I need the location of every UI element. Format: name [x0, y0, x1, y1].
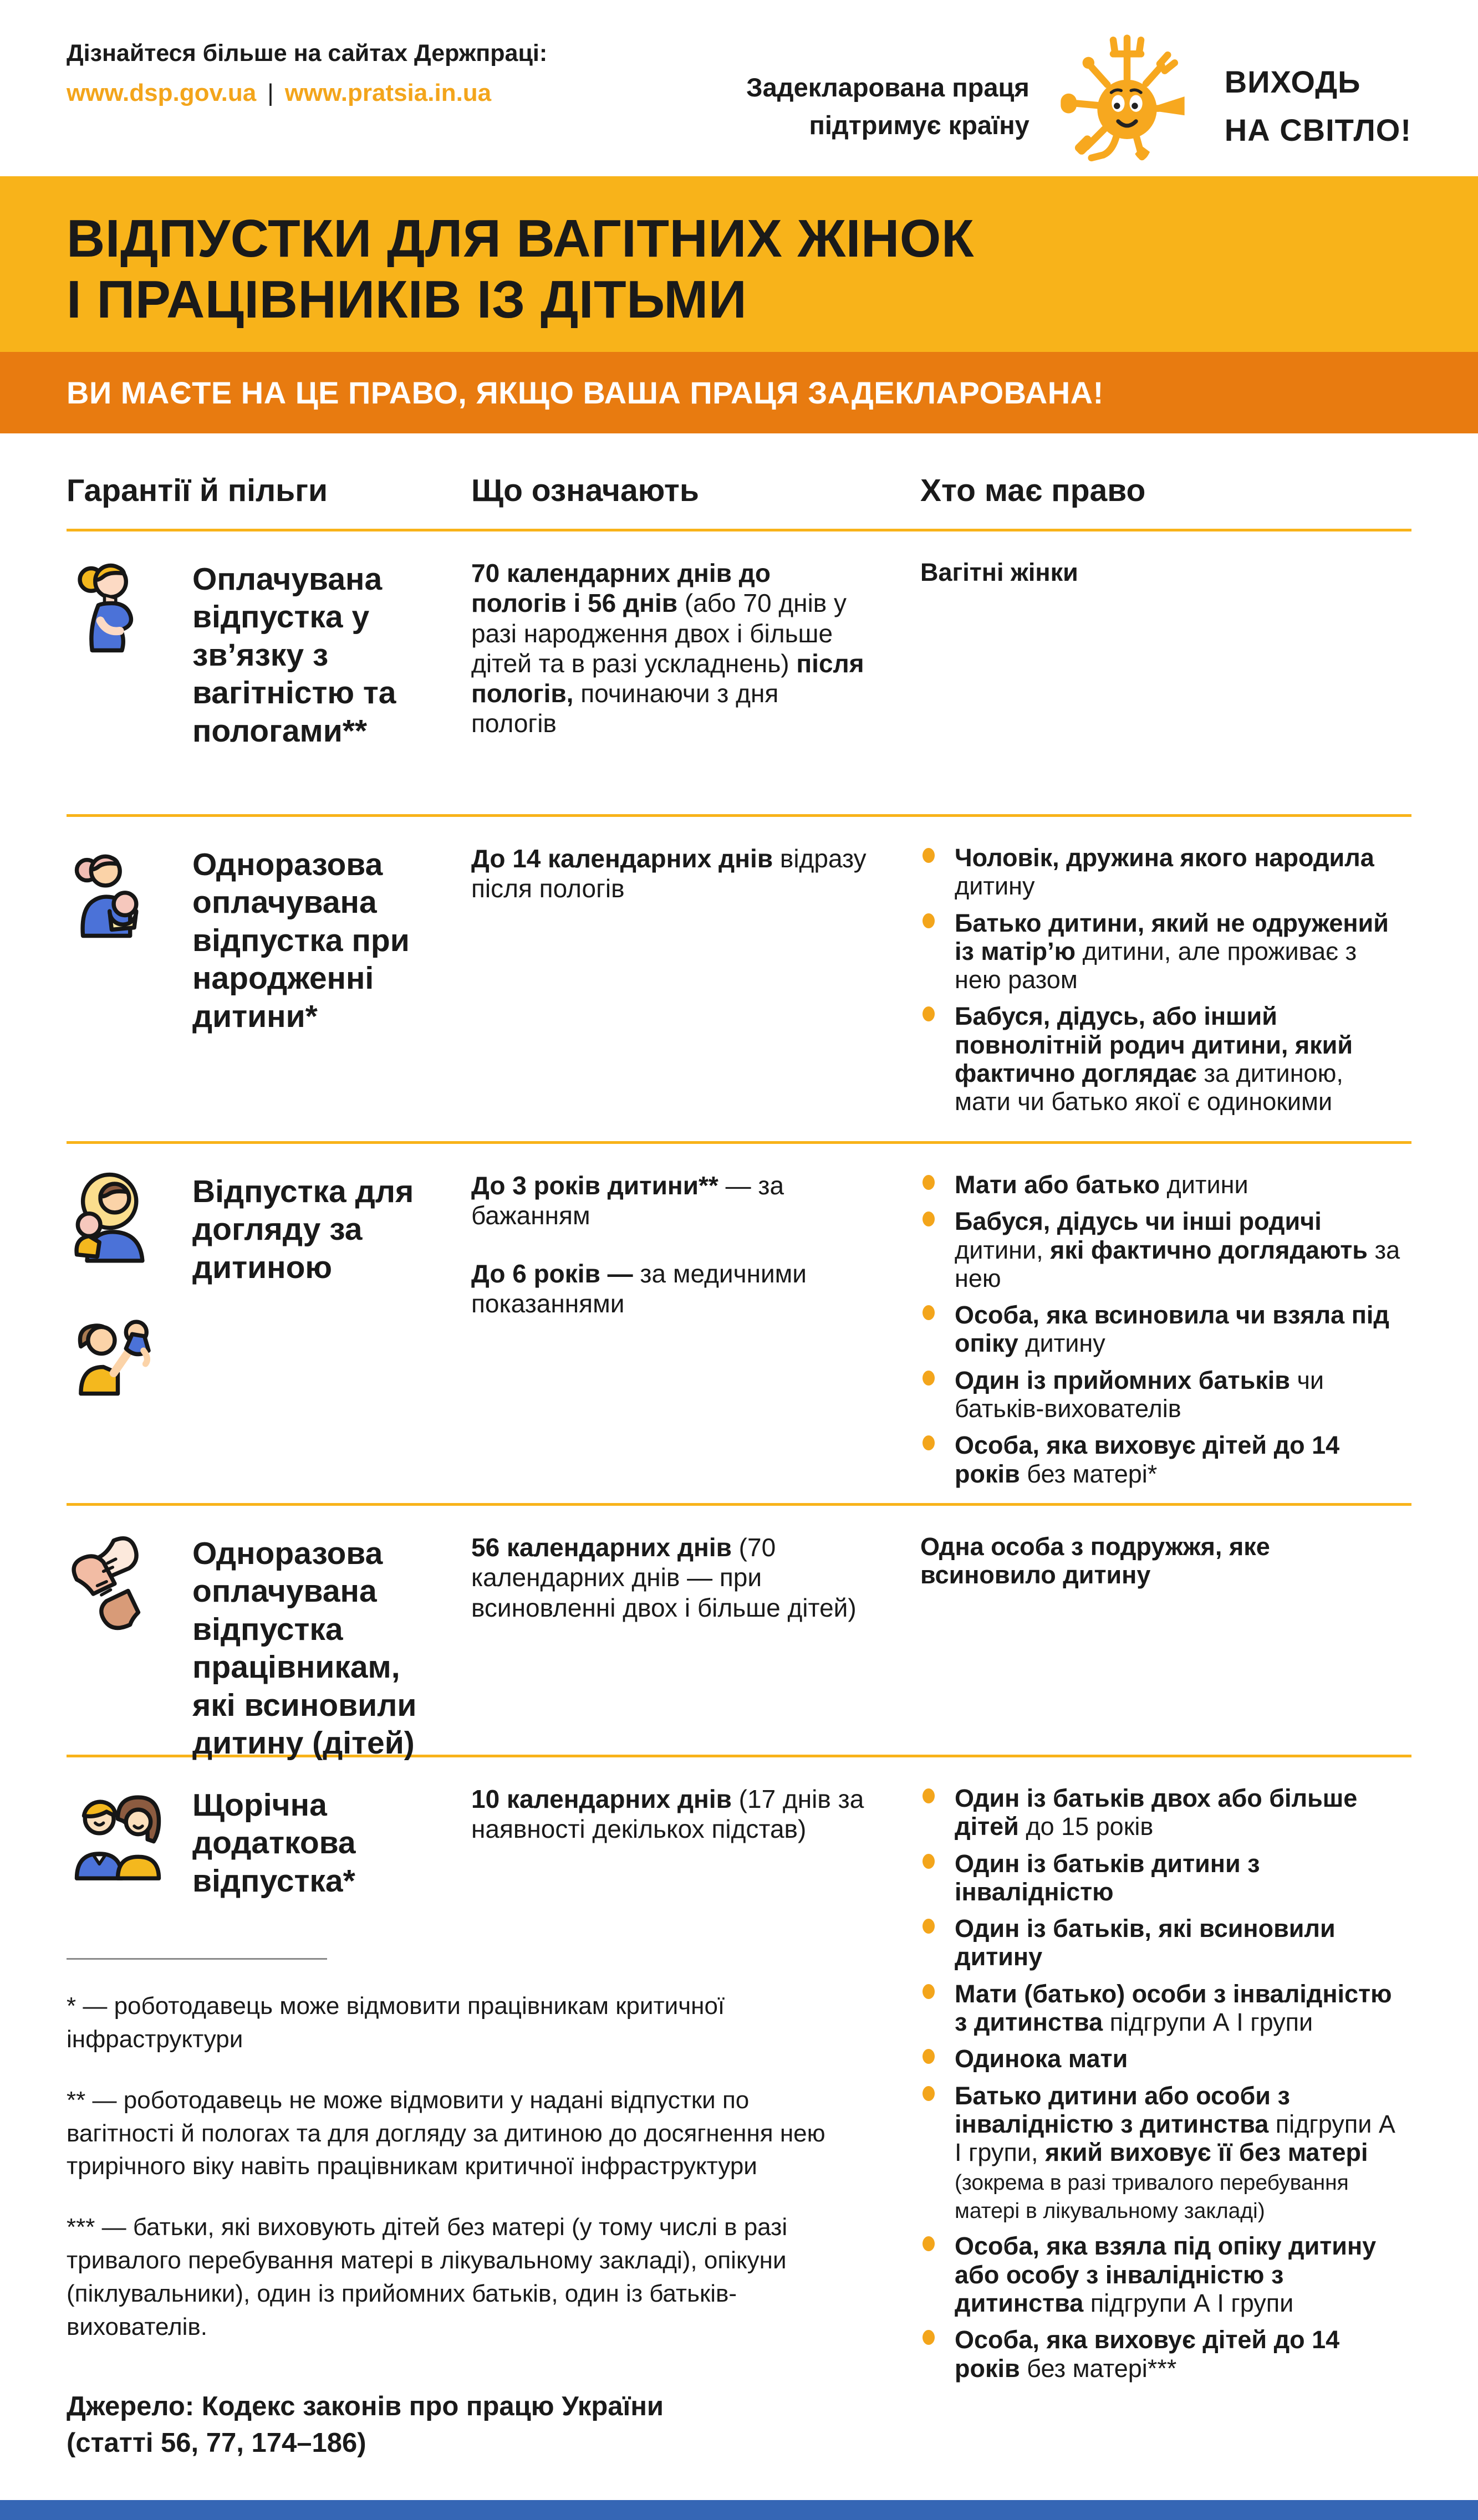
- who-list-item: [920, 2325, 1406, 2383]
- text-segment: Один із батьків, які всиновили дитину: [955, 1914, 1336, 1971]
- column-header-who: Хто має право: [920, 473, 1146, 508]
- who-text: [955, 2082, 1395, 2223]
- who-text: [955, 844, 1374, 900]
- subtitle: ВИ МАЄТЕ НА ЦЕ ПРАВО, ЯКЩО ВАША ПРАЦЯ ЗАДЕКЛАРОВАНА!: [67, 375, 1104, 410]
- page-title: [67, 208, 1411, 331]
- text-segment: Особа, яка виховує дітей до 14 років: [955, 1431, 1340, 1488]
- who-list-item: [920, 1532, 1406, 1589]
- benefits-table: [0, 433, 1478, 2461]
- text-segment: підгрупи А І групи: [1109, 2008, 1313, 2037]
- text-segment: Мати (батько) особи з інвалідністю з дитинства: [955, 1979, 1392, 2037]
- text-segment: Одинока мати: [955, 2044, 1128, 2073]
- benefit-cell: [67, 1784, 471, 1900]
- campaign-slogan: [746, 69, 1029, 144]
- meaning-paragraph: [471, 1784, 870, 1844]
- text-segment: за нею: [955, 1235, 1400, 1292]
- meaning-cell: [471, 1532, 920, 1762]
- bullet-icon: [923, 1212, 935, 1226]
- who-text: [955, 2325, 1339, 2382]
- who-list-item: [920, 1431, 1406, 1488]
- who-text: [955, 1366, 1324, 1423]
- who-text: [955, 1207, 1400, 1292]
- text-segment: 70 календарних днів до пологів і 56 днів: [471, 559, 771, 618]
- bullet-icon: [923, 1175, 935, 1190]
- pratsia-link[interactable]: www.pratsia.in.ua: [284, 79, 492, 106]
- source-line1: Джерело: Кодекс законів про працю України: [67, 2391, 664, 2421]
- meaning-paragraph: [471, 844, 870, 904]
- bullet-icon: [923, 2086, 935, 2101]
- source-line2: (статті 56, 77, 174–186): [67, 2427, 366, 2458]
- bullet-icon: [923, 848, 935, 863]
- who-list-item: [920, 1207, 1406, 1292]
- text-segment: за дитиною, мати чи батько якої є одинокими: [955, 1059, 1343, 1116]
- text-segment: дитину: [955, 872, 1035, 901]
- sun-mascot-icon: [1053, 32, 1201, 181]
- three-hands-icon: [67, 1532, 169, 1635]
- bullet-icon: [923, 1854, 935, 1869]
- slogan-line1: Задекларована праця: [746, 72, 1029, 102]
- text-segment: підгрупи А І групи,: [955, 2109, 1395, 2167]
- header: [0, 0, 1478, 176]
- text-segment: після пологів,: [471, 648, 864, 708]
- table-row: [67, 1506, 1411, 1761]
- footnotes-block: [67, 1958, 832, 2461]
- text-segment: до 15 років: [1026, 1812, 1154, 1841]
- text-segment: 56 календарних днів: [471, 1533, 739, 1562]
- text-segment: дитину: [1025, 1329, 1105, 1358]
- bullet-icon: [923, 1788, 935, 1803]
- who-list-item: [920, 1002, 1406, 1116]
- text-segment: Особа, яка виховує дітей до 14 років: [955, 2325, 1340, 2383]
- text-segment: дитини,: [955, 1235, 1051, 1264]
- footnote: * — роботодавець може відмовити працівникам критичної інфраструктури: [67, 1992, 725, 2053]
- parent-lifting-baby-icon: [67, 1295, 169, 1398]
- who-list-item: [920, 1849, 1406, 1906]
- text-segment: Вагітні жінки: [920, 558, 1078, 586]
- meaning-cell: [471, 844, 920, 1044]
- title-line2: І ПРАЦІВНИКІВ ІЗ ДІТЬМИ: [67, 270, 747, 330]
- benefit-cell: [67, 558, 471, 782]
- who-list-item: [920, 1784, 1406, 1841]
- title-banner: [0, 176, 1478, 352]
- who-cell: [920, 1784, 1411, 2461]
- who-list-item: [920, 558, 1406, 586]
- who-text: [955, 1170, 1248, 1199]
- meaning-paragraph: [471, 1532, 870, 1623]
- footer-bar: [0, 2500, 1478, 2520]
- who-cell: [920, 1532, 1411, 1762]
- who-cell: [920, 558, 1411, 814]
- subtitle-bar: [0, 352, 1478, 433]
- who-text: [955, 1914, 1336, 1971]
- bullet-icon: [923, 2236, 935, 2251]
- who-text: [955, 909, 1389, 994]
- text-segment: До 14 календарних днів: [471, 844, 780, 873]
- text-segment: починаючи з дня пологів: [471, 679, 779, 738]
- mother-halo-icon: [67, 1170, 169, 1273]
- text-segment: (або 70 днів у разі народження двох і більше дітей та в разі ускладнень): [471, 589, 847, 678]
- who-list-item: [920, 2232, 1406, 2317]
- text-segment: за медичними показаннями: [471, 1259, 807, 1318]
- bullet-icon: [923, 2330, 935, 2345]
- source-reference: [67, 2388, 832, 2461]
- text-segment: підгрупи А І групи: [1090, 2289, 1294, 2318]
- text-segment: Один із батьків дитини з інвалідністю: [955, 1849, 1260, 1906]
- who-text: [920, 1532, 1270, 1589]
- column-header-meaning: Що означають: [471, 473, 699, 508]
- text-segment: (зокрема в разі тривалого перебування матері в лікувальному закладі): [955, 2170, 1349, 2223]
- mother-with-newborn-icon: [67, 844, 169, 946]
- bullet-icon: [923, 1984, 935, 1999]
- bullet-icon: [923, 1919, 935, 1934]
- text-segment: Одна особа з подружжя, яке всиновило дитину: [920, 1532, 1270, 1589]
- benefit-title: Оплачувана відпустка у зв’язку з вагітністю та пологами**: [192, 561, 396, 749]
- bullet-icon: [923, 1006, 935, 1021]
- column-header-benefits: Гарантії й пільги: [67, 473, 328, 508]
- text-segment: (70 календарних днів — при всиновленні двох і більше дітей): [471, 1533, 857, 1622]
- text-segment: До 3 років дитини**: [471, 1171, 718, 1200]
- header-links: [67, 79, 547, 107]
- who-text: [955, 2232, 1376, 2317]
- text-segment: Батько дитини або особи з інвалідністю з дитинства: [955, 2081, 1290, 2138]
- text-segment: без матері*: [1027, 1459, 1158, 1488]
- who-text: [955, 1980, 1392, 2036]
- who-text: [955, 1849, 1260, 1906]
- header-info-block: [67, 40, 547, 107]
- text-segment: (17 днів за наявності декількох підстав): [471, 1785, 864, 1844]
- meaning-cell: [471, 1170, 920, 1401]
- table-row: [67, 817, 1411, 1144]
- who-list-item: [920, 1980, 1406, 2037]
- footnote: *** — батьки, які виховують дітей без матері (у тому числі в разі тривалого перебування матері в лікувальному закладі), опікуни (піклувальники), один із прийомних батьків, один із батьків-вихователів.: [67, 2214, 788, 2340]
- bullet-icon: [923, 1435, 935, 1450]
- bullet-icon: [923, 1305, 935, 1320]
- who-text: [955, 1431, 1339, 1488]
- meaning-cell: [471, 1784, 920, 1900]
- text-segment: — за бажанням: [471, 1171, 784, 1230]
- pregnant-woman-icon: [67, 558, 169, 661]
- logo-line2: НА СВІТЛО!: [1224, 113, 1411, 147]
- title-line1: ВІДПУСТКИ ДЛЯ ВАГІТНИХ ЖІНОК: [67, 209, 975, 268]
- footnote-divider: [67, 1958, 327, 1960]
- table-row: [67, 1144, 1411, 1506]
- link-separator: |: [267, 79, 274, 106]
- text-segment: Чоловік, дружина якого народила: [955, 844, 1374, 872]
- meaning-paragraph: [471, 558, 870, 739]
- text-segment: відразу після пологів: [471, 844, 867, 903]
- table-row: [67, 531, 1411, 817]
- benefit-cell: [67, 1170, 471, 1401]
- meaning-cell: [471, 558, 920, 782]
- benefit-title: Відпустка для догляду за дитиною: [192, 1174, 414, 1285]
- text-segment: 10 календарних днів: [471, 1785, 739, 1813]
- parents-couple-icon: [67, 1784, 169, 1887]
- benefit-title: Одноразова оплачувана відпустка при народженні дитини*: [192, 847, 410, 1034]
- text-segment: Один із батьків двох або більше дітей: [955, 1784, 1358, 1841]
- header-info-label: Дізнайтеся більше на сайтах Держпраці:: [67, 40, 548, 67]
- who-list-item: [920, 1301, 1406, 1358]
- text-segment: який виховує її без матері: [1044, 2138, 1368, 2167]
- text-segment: дитини, але проживає з нею разом: [955, 937, 1357, 994]
- table-header-row: [67, 433, 1411, 531]
- text-segment: без матері***: [1027, 2354, 1177, 2383]
- text-segment: Бабуся, дідусь, або інший повнолітній родич дитини, який фактично доглядає: [955, 1002, 1353, 1088]
- footnote: ** — роботодавець не може відмовити у надані відпустки по вагітності й пологах та для догляду за дитиною до досягнення нею трирічного віку навіть працівникам критичної інфраструктури: [67, 2086, 825, 2180]
- text-segment: До 6 років —: [471, 1259, 640, 1288]
- text-segment: Особа, яка взяла під опіку дитину або особу з інвалідністю з дитинства: [955, 2232, 1377, 2318]
- text-segment: Особа, яка всиновила чи взяла під опіку: [955, 1301, 1389, 1358]
- text-segment: дитини: [1166, 1170, 1248, 1199]
- benefit-title: Щорічна додаткова відпустка*: [192, 1787, 356, 1899]
- text-segment: Мати або батько: [955, 1170, 1167, 1199]
- meaning-paragraph: [471, 1259, 870, 1319]
- campaign-logo-text: [1225, 58, 1411, 155]
- who-list-item: [920, 1914, 1406, 1971]
- who-list-item: [920, 909, 1406, 994]
- text-segment: чи батьків-вихователів: [955, 1366, 1324, 1423]
- who-list-item: [920, 2044, 1406, 2073]
- text-segment: Бабуся, дідусь чи інші родичі: [955, 1207, 1322, 1236]
- who-text: [920, 558, 1078, 586]
- text-segment: які фактично доглядають: [1050, 1235, 1375, 1264]
- text-segment: Батько дитини, який не одружений із матір’ю: [955, 908, 1389, 965]
- who-list-item: [920, 1170, 1406, 1199]
- benefit-cell: [67, 1532, 471, 1762]
- meaning-paragraph: [471, 1170, 870, 1231]
- bullet-icon: [923, 2049, 935, 2064]
- who-list-item: [920, 1366, 1406, 1423]
- who-cell: [920, 1170, 1411, 1503]
- bullet-icon: [923, 1371, 935, 1386]
- who-list-item: [920, 2082, 1406, 2224]
- logo-line1: ВИХОДЬ: [1224, 64, 1361, 100]
- who-text: [955, 2044, 1128, 2073]
- dsp-link[interactable]: www.dsp.gov.ua: [67, 79, 257, 106]
- who-cell: [920, 844, 1411, 1141]
- slogan-line2: підтримує країну: [809, 110, 1029, 140]
- text-segment: Один із прийомних батьків: [955, 1366, 1297, 1394]
- who-text: [955, 1784, 1357, 1841]
- table-row: [67, 1757, 1411, 2461]
- header-brand-block: [746, 32, 1411, 181]
- footnotes-list: [67, 1990, 832, 2343]
- who-list-item: [920, 844, 1406, 901]
- child-care-icon: [67, 1170, 169, 1398]
- benefit-cell: [67, 844, 471, 1044]
- who-text: [955, 1002, 1353, 1116]
- bullet-icon: [923, 913, 935, 928]
- who-text: [955, 1301, 1389, 1357]
- benefit-title: Одноразова оплачувана відпустка працівникам, які всиновили дитину (дітей): [192, 1536, 417, 1761]
